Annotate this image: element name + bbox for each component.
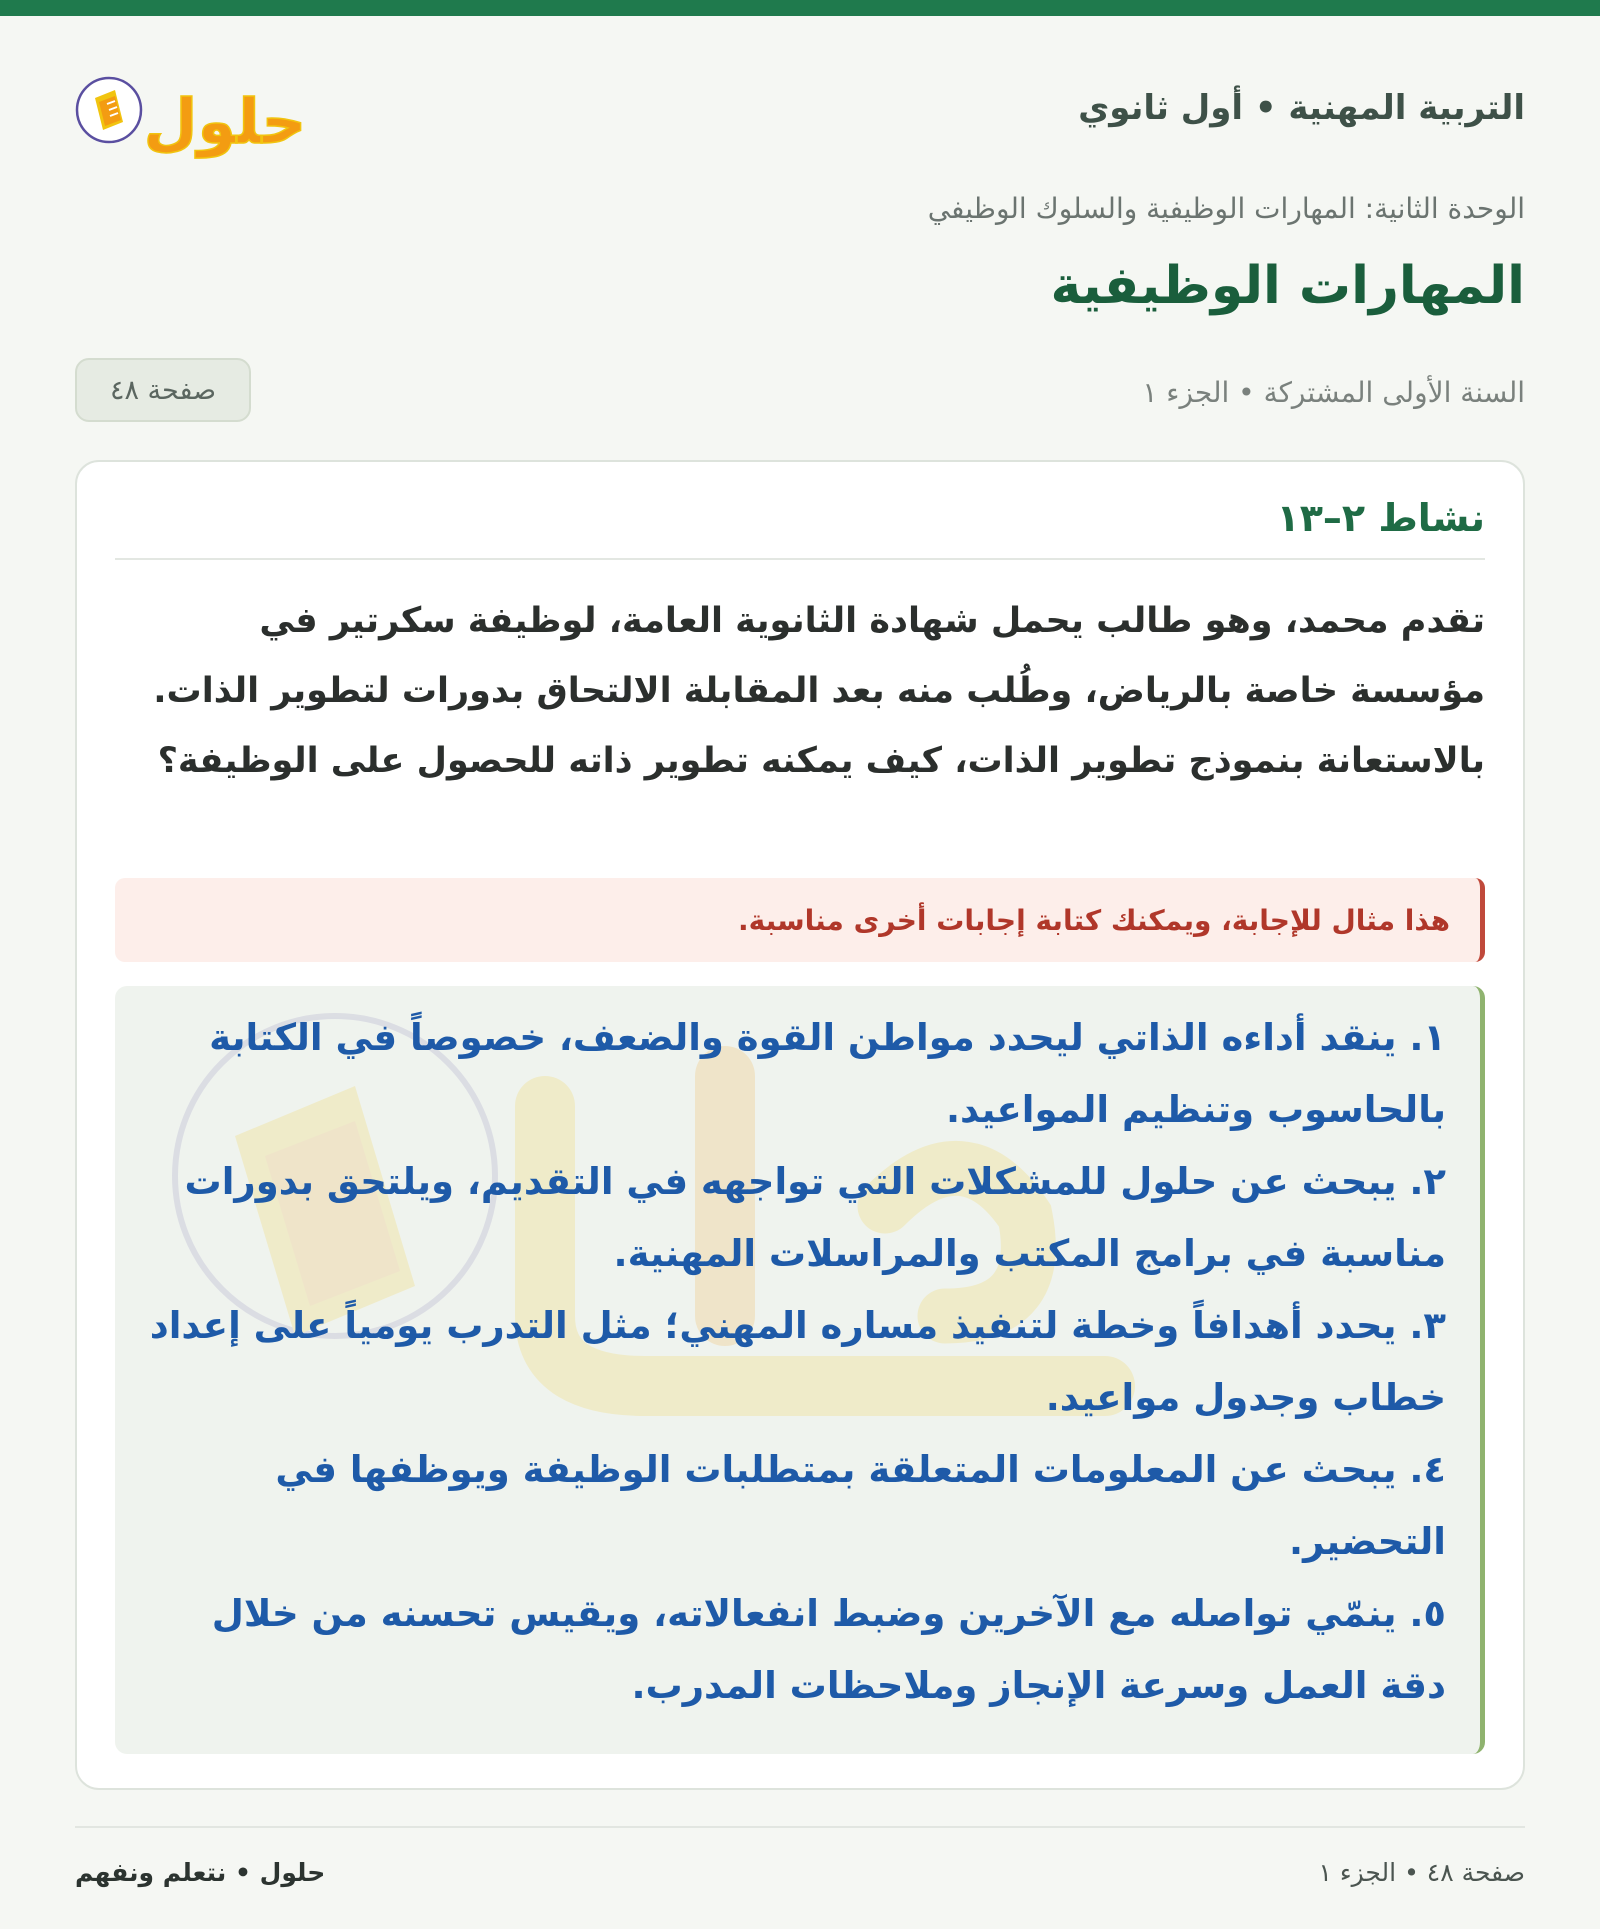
brand-logo[interactable] (75, 48, 335, 168)
activity-question: تقدم محمد، وهو طالب يحمل شهادة الثانوية العامة، لوظيفة سكرتير في مؤسسة خاصة بالرياض، وطُلب منه بعد المقابلة الالتحاق بدورات لتطوير الذات. بالاستعانة بنموذج تطوير الذات، كيف يمكنه تطوير ذاته للحصول على الوظيفة؟ (153, 601, 1485, 781)
answer-item-4: ٤. يبحث عن المعلومات المتعلقة بمتطلبات الوظيفة ويوظفها في التحضير. (275, 1448, 1446, 1563)
answer-box (115, 986, 1485, 1754)
subject-title: التربية المهنية • أول ثانوي (1078, 88, 1525, 128)
activity-card (75, 460, 1525, 1790)
lesson-title: المهارات الوظيفية (1050, 256, 1525, 316)
lesson-meta: السنة الأولى المشتركة • الجزء ١ (1142, 376, 1525, 409)
answer-item-2: ٢. يبحث عن حلول للمشكلات التي تواجهه في التقديم، ويلتحق بدورات مناسبة في برامج المكتب والمراسلات المهنية. (184, 1160, 1446, 1275)
logo-wordmark: حلول (143, 85, 307, 158)
unit-title: الوحدة الثانية: المهارات الوظيفية والسلوك الوظيفي (927, 192, 1525, 225)
footer-divider (75, 1826, 1525, 1828)
answer-item-5: ٥. ينمّي تواصله مع الآخرين وضبط انفعالاته، ويقيس تحسنه من خلال دقة العمل وسرعة الإنجاز وملاحظات المدرب. (211, 1592, 1446, 1707)
header (75, 48, 1525, 168)
footer-brand[interactable]: حلول • نتعلم ونفهم (75, 1858, 326, 1887)
answer-item-3: ٣. يحدد أهدافاً وخطة لتنفيذ مساره المهني؛ مثل التدرب يومياً على إعداد خطاب وجدول مواعيد. (149, 1304, 1446, 1419)
page-number-badge: صفحة ٤٨ (75, 358, 251, 422)
answer-list (149, 1002, 1446, 1722)
book-pencil-icon (75, 48, 335, 168)
activity-title: نشاط ٢–١٣ (1276, 496, 1485, 540)
answer-note-text: هذا مثال للإجابة، ويمكنك كتابة إجابات أخرى مناسبة. (738, 903, 1450, 937)
answer-item-1: ١. ينقد أداءه الذاتي ليحدد مواطن القوة والضعف، خصوصاً في الكتابة بالحاسوب وتنظيم المواعيد. (209, 1016, 1446, 1131)
answer-note (115, 878, 1485, 962)
footer-page-info: صفحة ٤٨ • الجزء ١ (1318, 1858, 1525, 1887)
top-accent-bar (0, 0, 1600, 16)
card-divider (115, 558, 1485, 560)
